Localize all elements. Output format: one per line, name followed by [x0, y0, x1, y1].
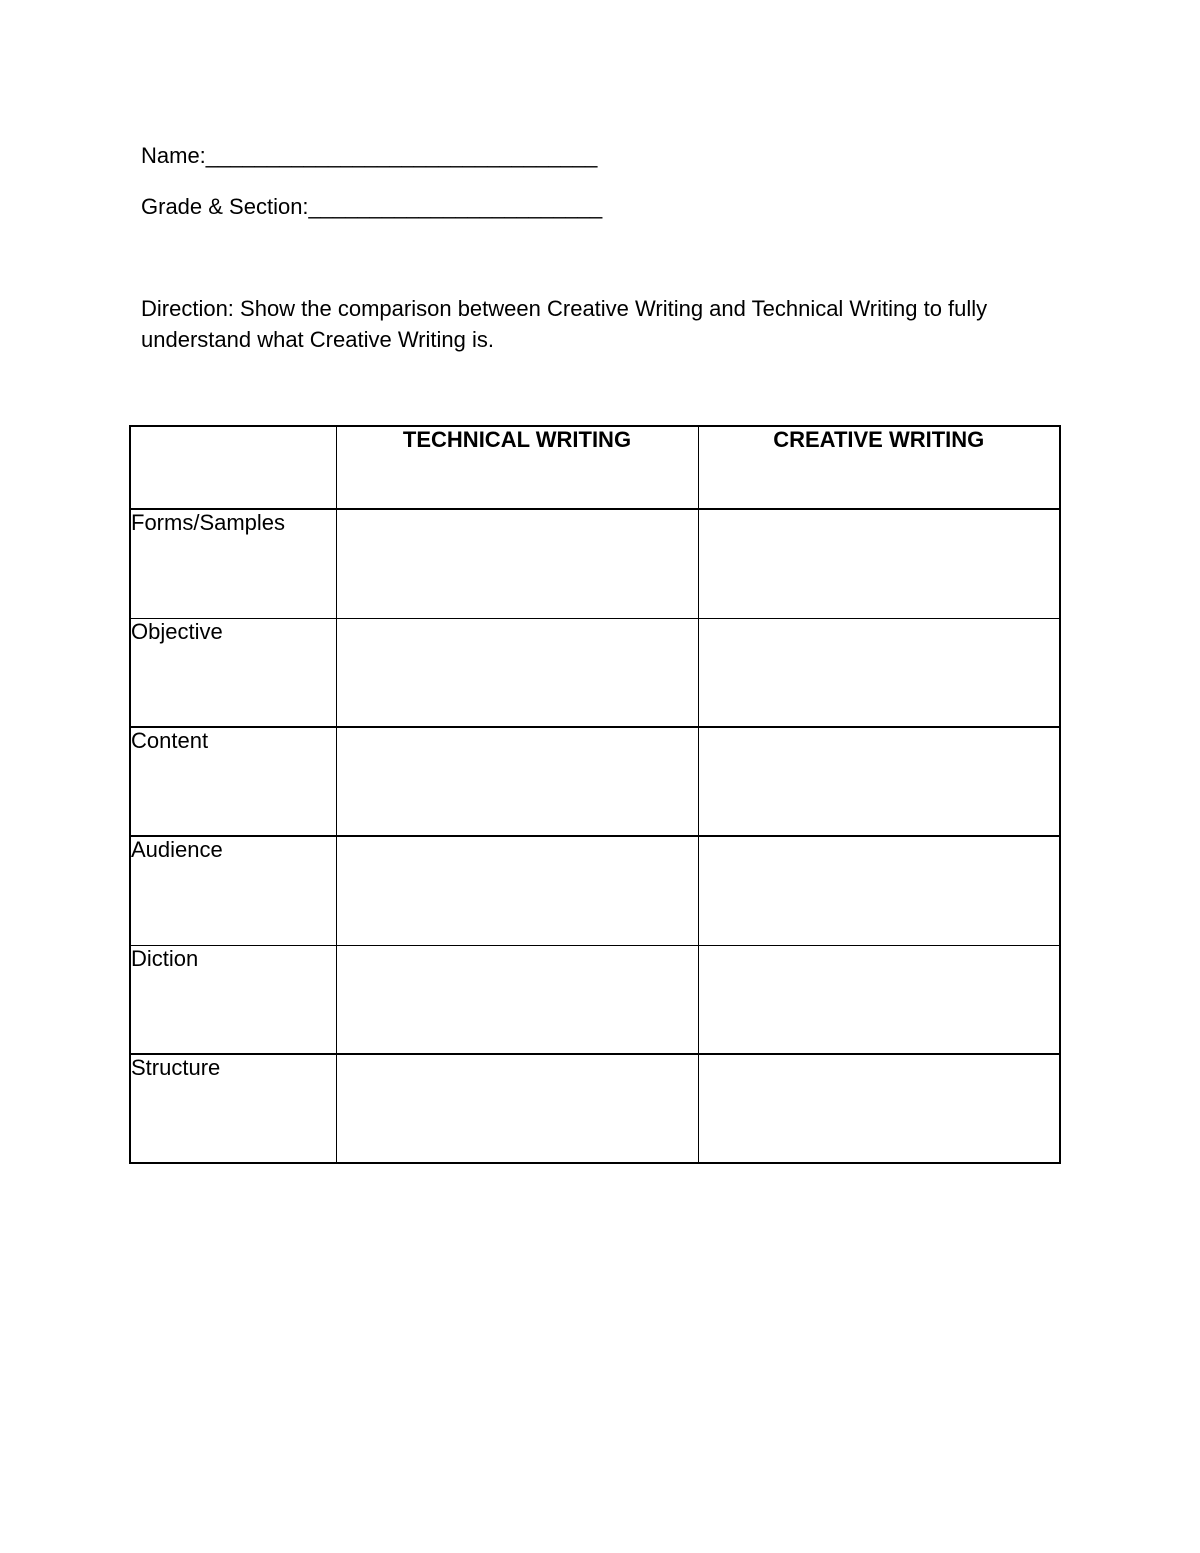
header-cell-creative-writing: CREATIVE WRITING [698, 426, 1060, 509]
row-label-audience: Audience [130, 836, 336, 945]
cell-technical-structure[interactable] [336, 1054, 698, 1163]
header-cell-technical-writing: TECHNICAL WRITING [336, 426, 698, 509]
cell-creative-forms-samples[interactable] [698, 509, 1060, 618]
row-label-forms-samples: Forms/Samples [130, 509, 336, 618]
table-row [130, 727, 1060, 836]
cell-technical-diction[interactable] [336, 945, 698, 1054]
table-header-row [130, 426, 1060, 509]
header-cell-empty [130, 426, 336, 509]
row-label-structure: Structure [130, 1054, 336, 1163]
cell-creative-structure[interactable] [698, 1054, 1060, 1163]
table-row [130, 509, 1060, 618]
cell-creative-content[interactable] [698, 727, 1060, 836]
cell-creative-objective[interactable] [698, 618, 1060, 727]
cell-technical-objective[interactable] [336, 618, 698, 727]
cell-technical-content[interactable] [336, 727, 698, 836]
row-label-objective: Objective [130, 618, 336, 727]
table-row [130, 945, 1060, 1054]
table-row [130, 618, 1060, 727]
row-label-content: Content [130, 727, 336, 836]
comparison-table [129, 425, 1061, 1164]
cell-creative-diction[interactable] [698, 945, 1060, 1054]
direction-text: Direction: Show the comparison between Creative Writing and Technical Writing to fully understand what Creative Writing is. [141, 296, 988, 352]
row-label-diction: Diction [130, 945, 336, 1054]
cell-technical-forms-samples[interactable] [336, 509, 698, 618]
cell-technical-audience[interactable] [336, 836, 698, 945]
table-row [130, 1054, 1060, 1163]
name-field-line[interactable]: Name:________________________________ [141, 143, 598, 168]
table-row [130, 836, 1060, 945]
cell-creative-audience[interactable] [698, 836, 1060, 945]
grade-section-field-line[interactable]: Grade & Section:________________________ [141, 194, 603, 219]
